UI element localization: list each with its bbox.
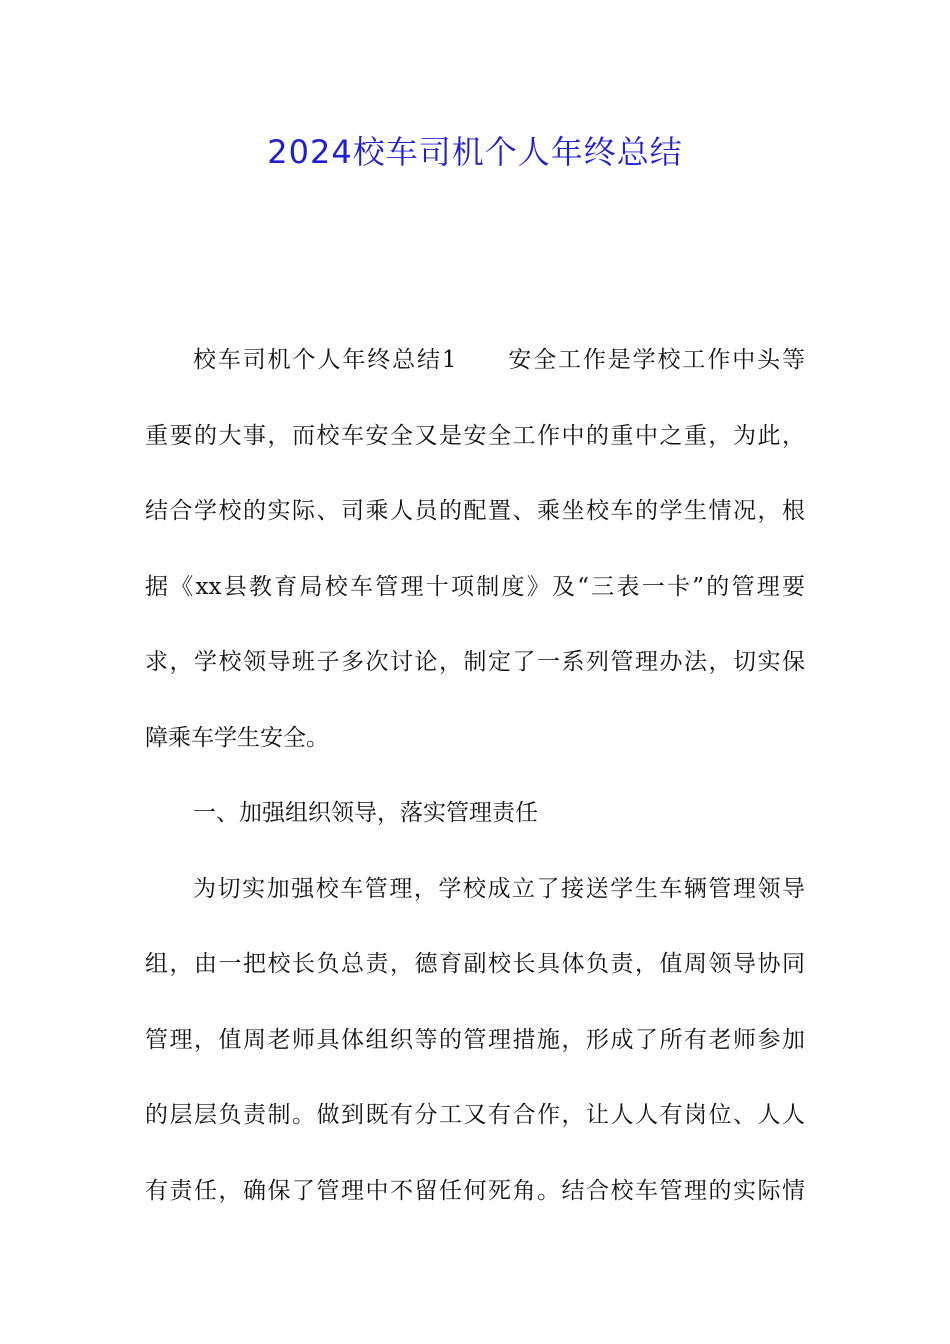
paragraph-line: 管理，值周老师具体组织等的管理措施，形成了所有老师参加 [145,1027,805,1053]
document-title: 2024校车司机个人年终总结 [267,133,683,171]
paragraph-line: 结合学校的实际、司乘人员的配置、乘坐校车的学生情况，根 [145,498,805,524]
paragraph-line: 重要的大事，而校车安全又是安全工作中的重中之重，为此， [145,423,805,449]
paragraph-line: 组，由一把校长负总责，德育副校长具体负责，值周领导协同 [145,951,805,977]
paragraph-line: 有责任，确保了管理中不留任何死角。结合校车管理的实际情 [145,1178,805,1204]
paragraph-line: 障乘车学生安全。 [145,725,329,751]
paragraph-line: 校车司机个人年终总结1 安全工作是学校工作中头等 [193,347,805,373]
paragraph-line: 为切实加强校车管理，学校成立了接送学生车辆管理领导 [193,876,805,902]
paragraph-line: 据《xx县教育局校车管理十项制度》及“三表一卡”的管理要 [145,574,805,600]
paragraph-line: 求，学校领导班子多次讨论，制定了一系列管理办法，切实保 [145,649,805,675]
section-heading: 一、加强组织领导，落实管理责任 [193,800,538,826]
paragraph-line: 的层层负责制。做到既有分工又有合作，让人人有岗位、人人 [145,1102,805,1128]
